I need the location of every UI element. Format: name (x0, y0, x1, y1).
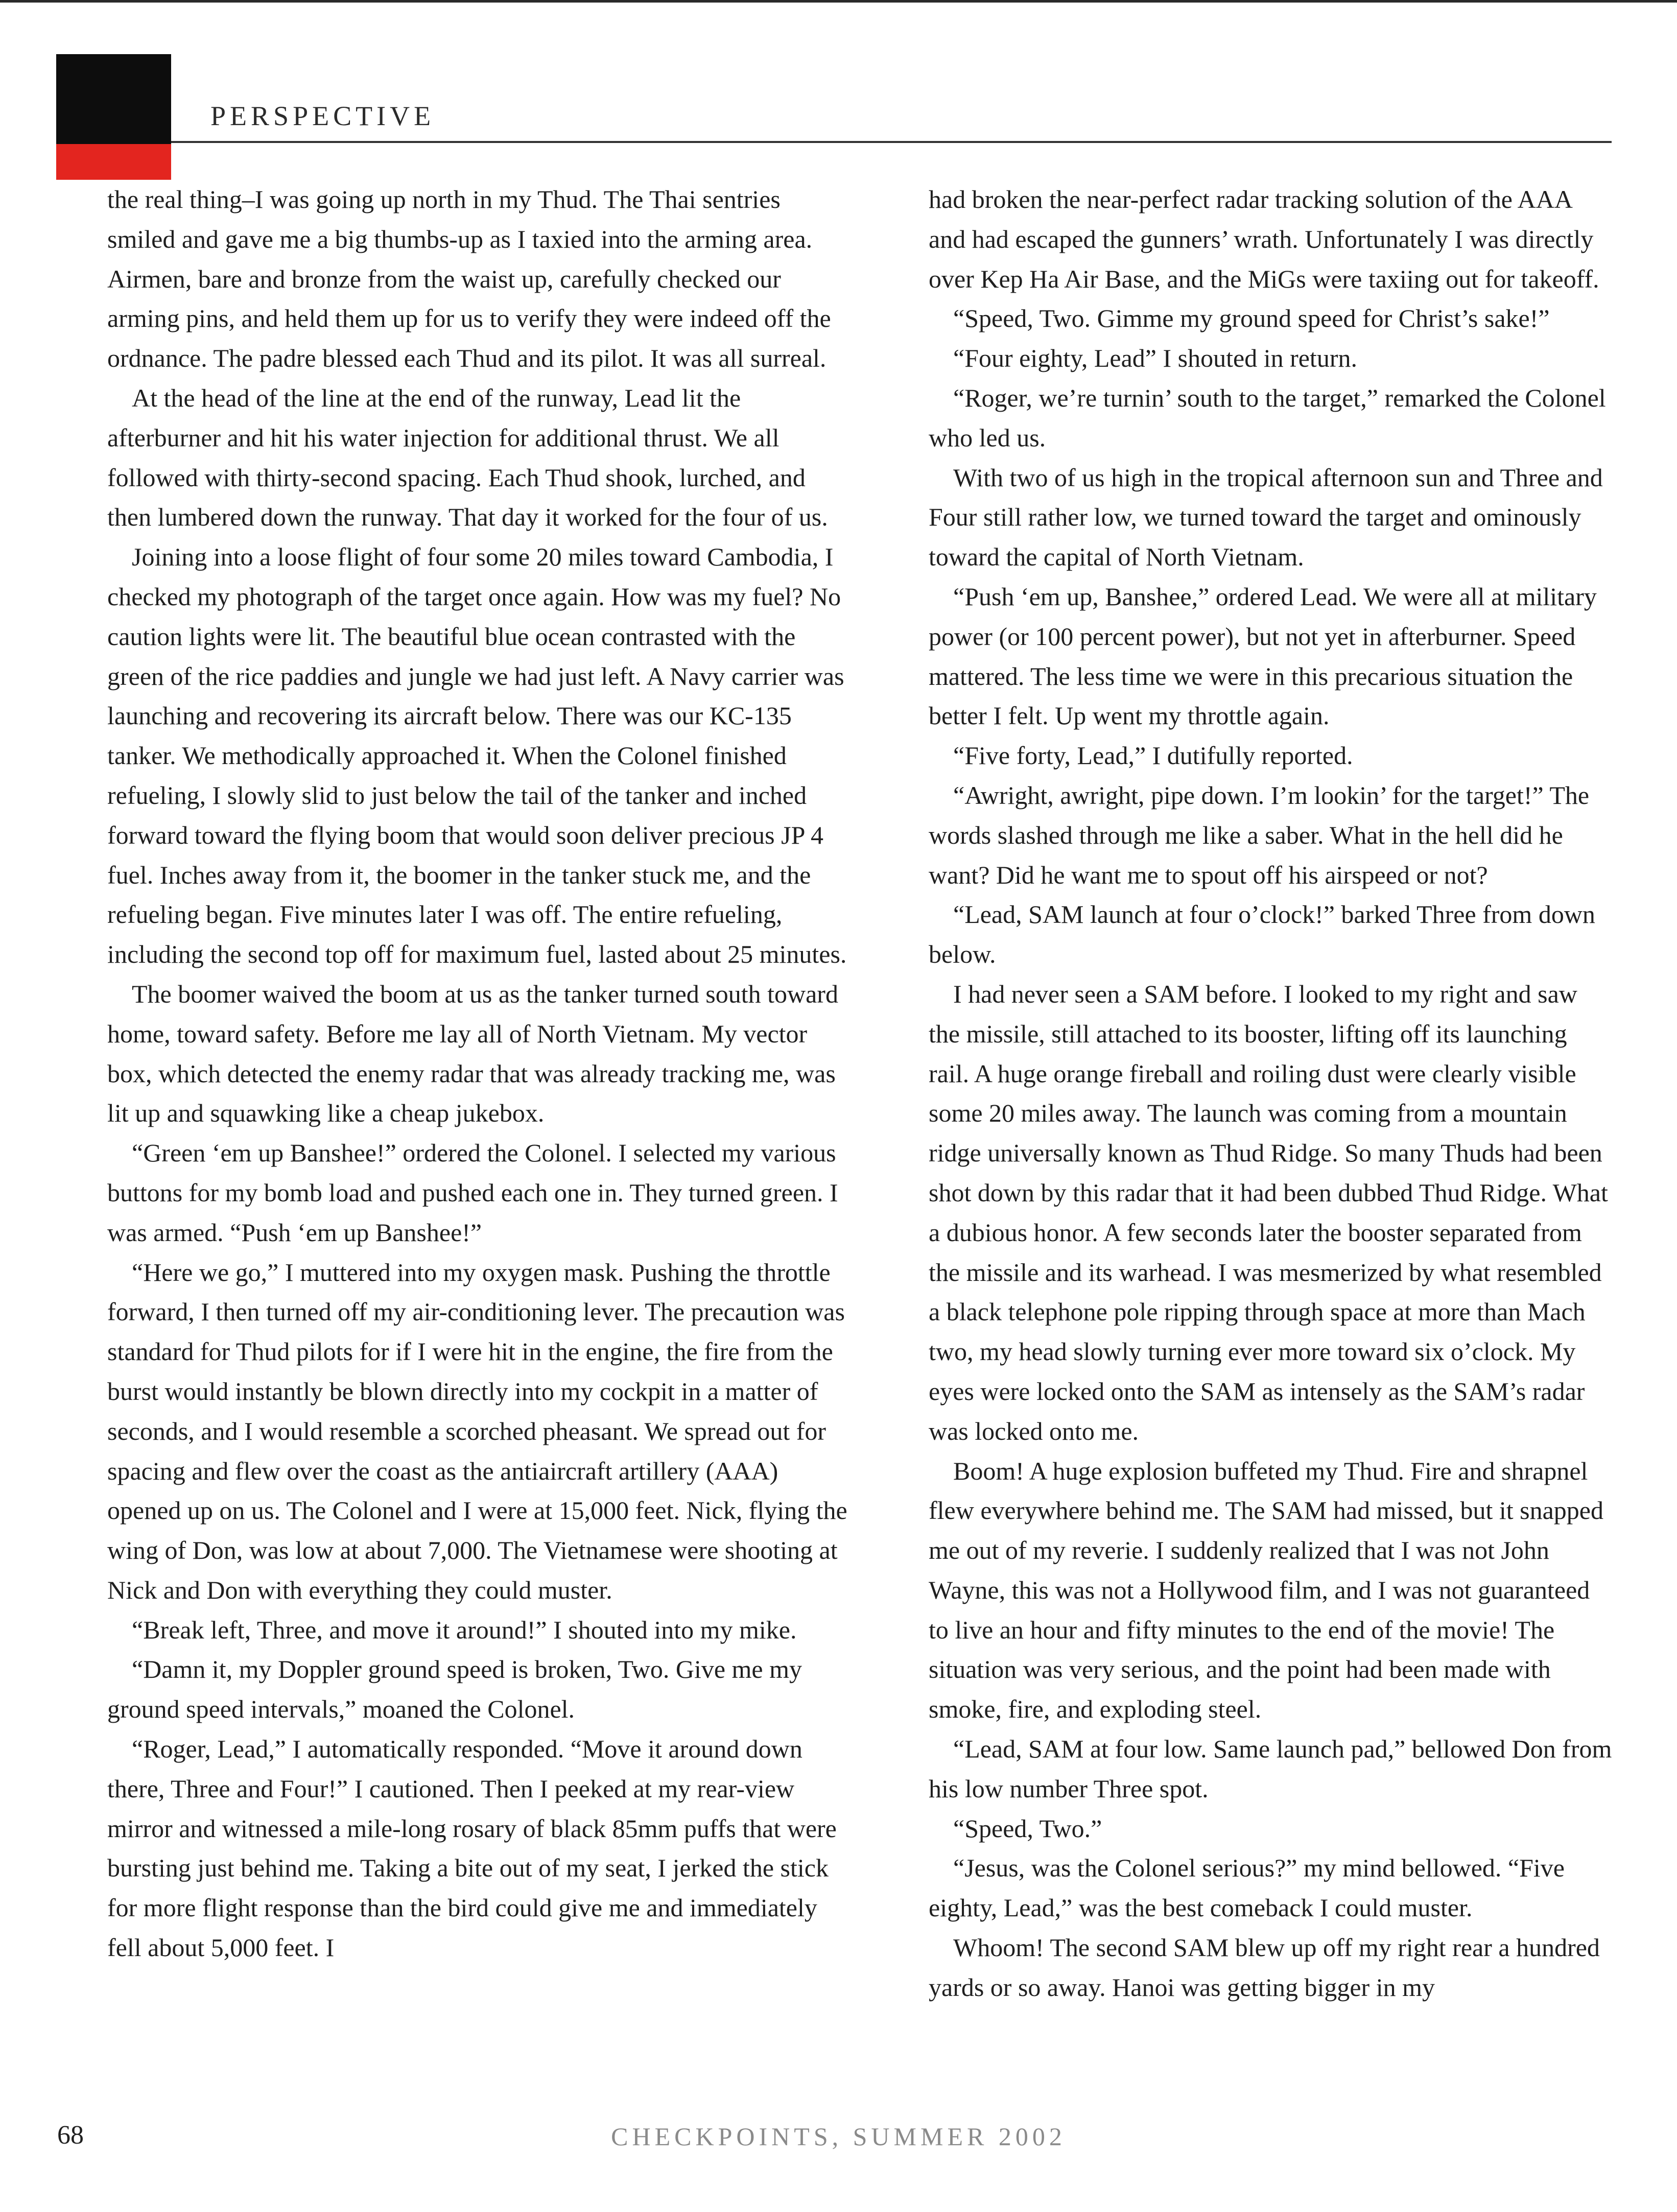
left-text-column (107, 180, 848, 2090)
paragraph: “Roger, Lead,” I automatically responded. “Move it around down there, Three and Four!” I cautioned. Then I peeked at my rear-view mirror and witnessed a mile-long rosary of black 85mm puffs that were bursting just behind me. Taking a bite out of my seat, I jerked the stick for more flight response than the bird could give me and immediately fell about 5,000 feet. I (107, 1734, 837, 1962)
page-number: 68 (57, 2121, 84, 2150)
section-marker-red (56, 144, 171, 180)
paragraph: “Lead, SAM launch at four o’clock!” barked Three from down below. (929, 900, 1595, 969)
paragraph: The boomer waived the boom at us as the tanker turned south toward home, toward safety. Before me lay all of North Vietnam. My vector box, which detected the enemy radar that was already tracking me, was lit up and squawking like a cheap jukebox. (107, 979, 838, 1128)
paragraph: Joining into a loose flight of four some 20 miles toward Cambodia, I checked my photograph of the target once again. How was my fuel? No caution lights were lit. The beautiful blue ocean contrasted with the green of the rice paddies and jungle we had just left. A Navy carrier was launching and recovering its aircraft below. There was our KC-135 tanker. We methodically approached it. When the Colonel finished refueling, I slowly slid to just below the tail of the tanker and inched forward toward the flying boom that would soon deliver precious JP 4 fuel. Inches away from it, the boomer in the tanker stuck me, and the refueling began. Five minutes later I was off. The entire refueling, including the second top off for maximum fuel, lasted about 25 minutes. (107, 542, 847, 969)
paragraph: “Jesus, was the Colonel serious?” my mind bellowed. “Five eighty, Lead,” was the best comeback I could muster. (929, 1853, 1565, 1922)
paragraph: “Here we go,” I muttered into my oxygen mask. Pushing the throttle forward, I then turned off my air-conditioning lever. The precaution was standard for Thud pilots for if I were hit in the engine, the fire from the burst would instantly be blown directly into my cockpit in a matter of seconds, and I would resemble a scorched pheasant. We spread out for spacing and flew over the coast as the antiaircraft artillery (AAA) opened up on us. The Colonel and I were at 15,000 feet. Nick, flying the wing of Don, was low at about 7,000. The Vietnamese were shooting at Nick and Don with everything they could muster. (107, 1257, 847, 1604)
paragraph: “Green ‘em up Banshee!” ordered the Colonel. I selected my various buttons for my bomb load and pushed each one in. They turned green. I was armed. “Push ‘em up Banshee!” (107, 1138, 838, 1247)
right-text-column (929, 180, 1613, 2090)
paragraph: With two of us high in the tropical afternoon sun and Three and Four still rather low, we turned toward the target and ominously toward the capital of North Vietnam. (929, 463, 1603, 572)
section-title: PERSPECTIVE (210, 101, 435, 131)
paragraph: “Damn it, my Doppler ground speed is broken, Two. Give me my ground speed intervals,” moaned the Colonel. (107, 1655, 802, 1724)
paragraph: the real thing–I was going up north in my Thud. The Thai sentries smiled and gave me a big thumbs-up as I taxied into the arming area. Airmen, bare and bronze from the waist up, carefully checked our arming pins, and held them up for us to verify they were indeed off the ordnance. The padre blessed each Thud and its pilot. It was all surreal. (107, 185, 831, 373)
paragraph: “Roger, we’re turnin’ south to the target,” remarked the Colonel who led us. (929, 383, 1606, 452)
section-marker-black (56, 54, 171, 144)
paragraph: “Speed, Two. Gimme my ground speed for Christ’s sake!” (953, 304, 1550, 333)
paragraph: Boom! A huge explosion buffeted my Thud. Fire and shrapnel flew everywhere behind me. The SAM had missed, but it snapped me out of my reverie. I suddenly realized that I was not John Wayne, this was not a Hollywood film, and I was not guaranteed to live an hour and fifty minutes to the end of the movie! The situation was very serious, and the point had been made with smoke, fire, and exploding steel. (929, 1456, 1603, 1724)
publication-footer: CHECKPOINTS, SUMMER 2002 (611, 2122, 1066, 2151)
paragraph: “Lead, SAM at four low. Same launch pad,” bellowed Don from his low number Three spot. (929, 1734, 1612, 1803)
paragraph: “Five forty, Lead,” I dutifully reported. (953, 741, 1353, 770)
paragraph: had broken the near-perfect radar tracking solution of the AAA and had escaped the gunners’ wrath. Unfortunately I was directly over Kep Ha Air Base, and the MiGs were taxiing out for takeoff. (929, 185, 1599, 293)
section-header-rule (171, 141, 1612, 143)
paragraph: “Awright, awright, pipe down. I’m lookin’ for the target!” The words slashed through me like a saber. What in the hell did he want? Did he want me to spout off his airspeed or not? (929, 780, 1590, 889)
paragraph: I had never seen a SAM before. I looked to my right and saw the missile, still attached to its booster, lifting off its launching rail. A huge orange fireball and roiling dust were clearly visible some 20 miles away. The launch was coming from a mountain ridge universally known as Thud Ridge. So many Thuds had been shot down by this radar that it had been dubbed Thud Ridge. What a dubious honor. A few seconds later the booster separated from the missile and its warhead. I was mesmerized by what resembled a black telephone pole ripping through space at more than Mach two, my head slowly turning ever more toward six o’clock. My eyes were locked onto the SAM as intensely as the SAM’s radar was locked onto me. (929, 979, 1608, 1445)
paragraph: At the head of the line at the end of the runway, Lead lit the afterburner and hit his water injection for additional thrust. We all followed with thirty-second spacing. Each Thud shook, lurched, and then lumbered down the runway. That day it worked for the four of us. (107, 383, 828, 532)
paragraph: “Break left, Three, and move it around!” I shouted into my mike. (132, 1615, 797, 1644)
top-border-rule (0, 0, 1677, 3)
paragraph: “Push ‘em up, Banshee,” ordered Lead. We were all at military power (or 100 percent power), but not yet in afterburner. Speed mattered. The less time we were in this precarious situation the better I felt. Up went my throttle again. (929, 582, 1597, 730)
paragraph: “Speed, Two.” (953, 1814, 1102, 1843)
paragraph: “Four eighty, Lead” I shouted in return. (953, 344, 1357, 373)
paragraph: Whoom! The second SAM blew up off my right rear a hundred yards or so away. Hanoi was getting bigger in my (929, 1933, 1600, 2002)
